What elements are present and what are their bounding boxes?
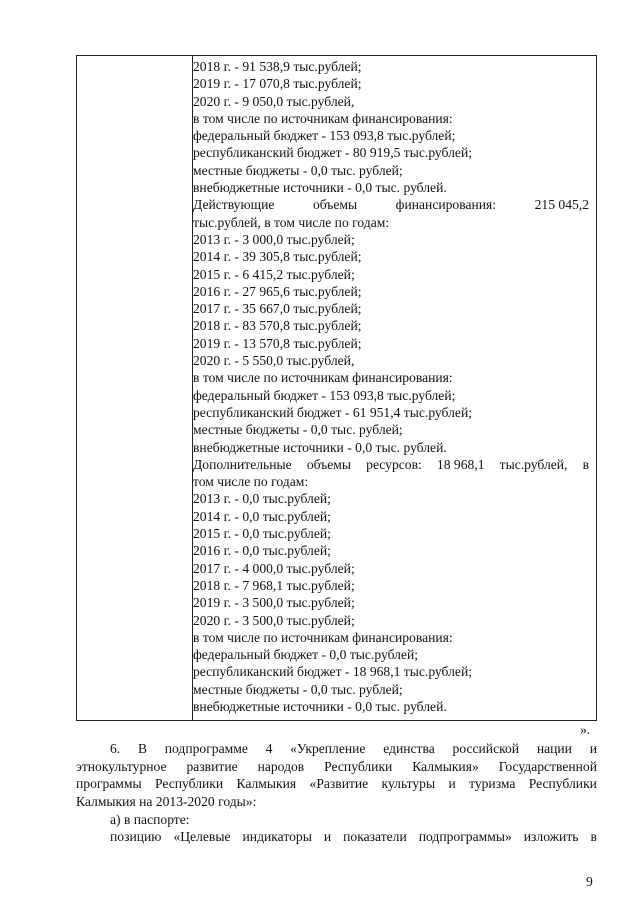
word: тыс.рублей,	[499, 456, 568, 472]
cell-line: 2013 г. - 0,0 тыс.рублей;	[193, 491, 331, 507]
cell-line: республиканский бюджет - 80 919,5 тыс.рублей;	[193, 145, 472, 161]
word: и	[448, 776, 456, 791]
word: финансирования:	[395, 197, 497, 213]
word: Калмыкия	[236, 776, 297, 791]
word: подпрограммы»	[418, 829, 512, 844]
word: единства	[383, 741, 435, 756]
cell-line: в том числе по источникам финансирования:	[193, 370, 453, 386]
word: 4	[265, 741, 273, 756]
word: Калмыкия»	[412, 758, 479, 774]
cell-line: 2016 г. - 0,0 тыс.рублей;	[193, 543, 331, 559]
word: нации	[536, 741, 572, 756]
word: показатели	[343, 829, 407, 844]
cell-line: внебюджетные источники - 0,0 тыс. рублей.	[193, 698, 447, 714]
cell-line: 2018 г. - 83 570,8 тыс.рублей;	[193, 318, 362, 334]
word: Республики	[324, 758, 393, 774]
cell-line: республиканский бюджет - 61 951,4 тыс.рублей;	[193, 404, 472, 420]
word: в	[590, 829, 597, 844]
cell-line: 2013 г. - 3 000,0 тыс.рублей;	[193, 231, 355, 247]
paragraph-6	[76, 740, 597, 810]
word: объемы	[306, 456, 352, 472]
cell-line: 2019 г. - 17 070,8 тыс.рублей;	[193, 76, 362, 92]
cell-line: местные бюджеты - 0,0 тыс. рублей;	[193, 681, 403, 697]
instruction-line	[76, 828, 597, 846]
paragraph-line	[76, 775, 597, 793]
word: развитие	[186, 758, 238, 774]
word: этнокультурное	[76, 758, 167, 774]
cell-line: местные бюджеты - 0,0 тыс. рублей;	[193, 422, 403, 438]
word: подпрограмме	[164, 741, 248, 756]
cell-line: федеральный бюджет - 153 093,8 тыс.рублей;	[193, 387, 456, 403]
word: Действующие	[193, 197, 275, 213]
closing-quote: ».	[580, 722, 591, 737]
cell-line: внебюджетные источники - 0,0 тыс. рублей.	[193, 180, 447, 196]
word: «Развитие	[309, 776, 369, 791]
word: и	[589, 741, 597, 756]
funding-cell-text	[193, 58, 589, 715]
word: Республики	[154, 776, 224, 791]
cell-line: тыс.рублей, в том числе по годам:	[193, 214, 390, 230]
cell-line: 2020 г. - 5 550,0 тыс.рублей,	[193, 353, 355, 369]
word: Республики	[528, 776, 597, 791]
cell-line: 2018 г. - 91 538,9 тыс.рублей;	[193, 59, 362, 74]
word: «Укрепление	[290, 741, 366, 756]
word: программы	[76, 776, 142, 791]
cell-line: 2017 г. - 4 000,0 тыс.рублей;	[193, 560, 355, 576]
paragraph-line: Калмыкия на 2013-2020 годы»:	[76, 793, 257, 809]
table-left-border	[76, 56, 77, 720]
paragraph-line	[76, 758, 597, 776]
position-instruction	[76, 828, 597, 846]
cell-line: в том числе по источникам финансирования:	[193, 629, 453, 645]
cell-line: 2018 г. - 7 968,1 тыс.рублей;	[193, 577, 355, 593]
cell-line: местные бюджеты - 0,0 тыс. рублей;	[193, 162, 403, 178]
word: объемы	[312, 197, 358, 213]
cell-line: 2019 г. - 3 500,0 тыс.рублей;	[193, 595, 355, 611]
cell-line: 2019 г. - 13 570,8 тыс.рублей;	[193, 335, 362, 351]
page-number: 9	[586, 874, 593, 889]
word: в	[582, 456, 589, 472]
cell-line: внебюджетные источники - 0,0 тыс. рублей.	[193, 439, 447, 455]
word: 6.	[110, 741, 121, 756]
word: туризма	[469, 776, 516, 791]
cell-line-justified	[193, 196, 589, 213]
cell-line: 2017 г. - 35 667,0 тыс.рублей;	[193, 301, 362, 317]
word: 215 045,2	[534, 197, 589, 213]
cell-line: республиканский бюджет - 18 968,1 тыс.рублей;	[193, 664, 472, 680]
word: В	[137, 741, 148, 756]
word: позицию	[110, 829, 162, 844]
table-right-border	[596, 56, 597, 720]
word: 18 968,1	[436, 456, 485, 472]
cell-line-justified	[193, 456, 589, 473]
paragraph-line	[76, 740, 597, 758]
cell-line: федеральный бюджет - 153 093,8 тыс.рублей;	[193, 128, 456, 144]
cell-line: федеральный бюджет - 0,0 тыс.рублей;	[193, 647, 419, 663]
cell-line: том числе по годам:	[193, 474, 309, 490]
cell-line: в том числе по источникам финансирования:	[193, 110, 453, 126]
word: изложить	[523, 829, 579, 844]
cell-line: 2014 г. - 39 305,8 тыс.рублей;	[193, 249, 362, 265]
item-a-text: а) в паспорте:	[110, 812, 190, 827]
word: «Целевые	[173, 829, 231, 844]
word: российской	[452, 741, 520, 756]
cell-line: 2014 г. - 0,0 тыс.рублей;	[193, 508, 331, 524]
item-a	[76, 811, 597, 829]
cell-line: 2015 г. - 6 415,2 тыс.рублей;	[193, 266, 355, 282]
word: ресурсов:	[366, 456, 422, 472]
cell-line: 2020 г. - 9 050,0 тыс.рублей,	[193, 93, 355, 109]
cell-line: 2015 г. - 0,0 тыс.рублей;	[193, 526, 331, 542]
word: народов	[257, 758, 305, 774]
word: культуры	[381, 776, 436, 791]
cell-line: 2016 г. - 27 965,6 тыс.рублей;	[193, 283, 362, 299]
cell-line: 2020 г. - 3 500,0 тыс.рублей;	[193, 612, 355, 628]
word: и	[323, 829, 332, 844]
word: индикаторы	[242, 829, 312, 844]
word: Государственной	[498, 758, 597, 774]
word: Дополнительные	[193, 456, 292, 472]
